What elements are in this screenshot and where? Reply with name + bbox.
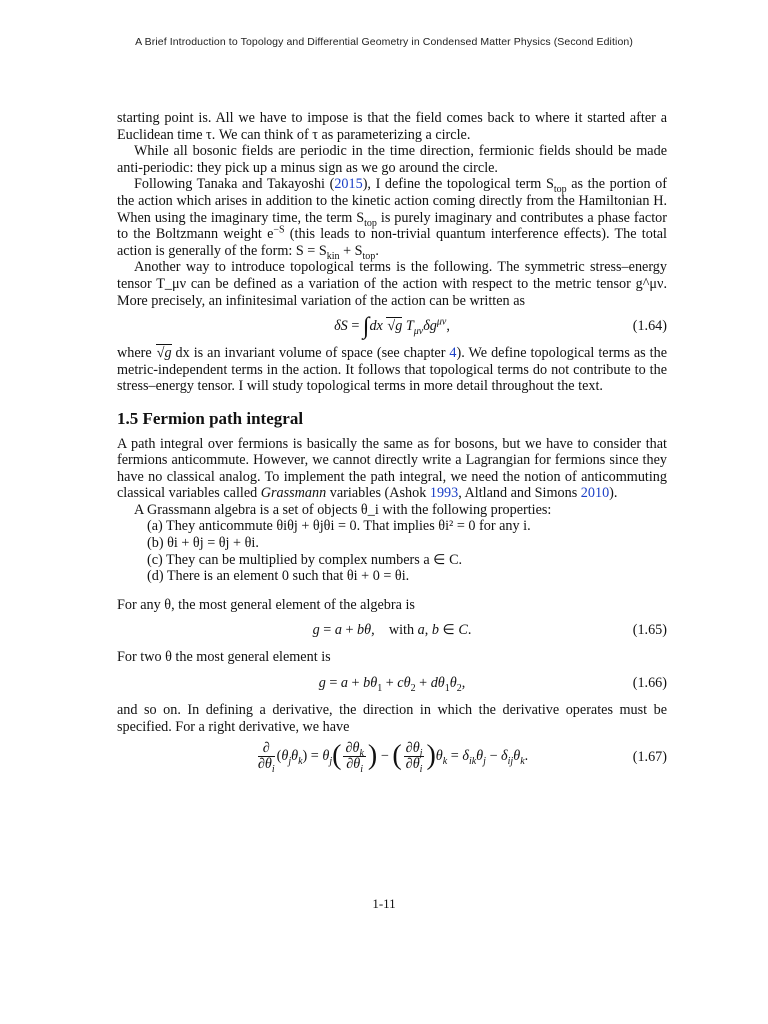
paragraph: While all bosonic fields are periodic in the time direction, fermionic fields should be made anti-periodic: they pick up a minus sign as we go around the circle.	[117, 143, 667, 176]
property-list	[147, 518, 667, 584]
equation-number: (1.67)	[632, 749, 667, 766]
paragraph: Another way to introduce topological terms is the following. The symmetric stress–energy tensor T_μν can be defined as a variation of the action with respect to the metric tensor g^μν. More precisely, an infinitesimal variation of the action can be written as	[117, 259, 667, 309]
equation-number: (1.65)	[632, 622, 667, 639]
equation-1-65	[117, 613, 667, 649]
list-item: (d) There is an element 0 such that θi + 0 = θi.	[147, 568, 410, 585]
equation-body: g = a + bθ, with a, b ∈ C.	[312, 622, 472, 639]
citation-link[interactable]: 4	[449, 345, 457, 362]
citation-link[interactable]: 2010	[580, 485, 610, 502]
page-number: 1-11	[372, 896, 396, 911]
list-item: (c) They can be multiplied by complex numbers a ∈ C.	[147, 551, 463, 568]
citation-link[interactable]: 1993	[429, 485, 459, 502]
equation-1-66	[117, 666, 667, 702]
section-heading: 1.5 Fermion path integral	[117, 408, 304, 428]
page-body	[117, 110, 667, 787]
equation-1-67	[117, 735, 667, 787]
paragraph: A path integral over fermions is basically the same as for bosons, but we have to consider that fermions anticommute. However, we cannot directly write a Lagrangian for fermions since they have no classical analog. To implement the path integral, we need the notion of anticommuting classical variables called Grassmann variables (Ashok 1993, Altland and Simons 2010).	[117, 435, 667, 502]
paragraph: Following Tanaka and Takayoshi (2015), I define the topological term $S_{top}$ as the portion of the action which arises in addition to the kinetic action coming directly from the Hamiltonian H. When using the imaginary time, the term $S_{top}$ is purely imaginary and contributes a phase factor to the Boltzmann weight $e^{-S}$ (this leads to non-trivial quantum interference effects). The total action is generally of the form: $S = S_{kin} + S_{top}$.	[117, 176, 668, 262]
running-header: A Brief Introduction to Topology and Differential Geometry in Condensed Matter Physics (Second Edition)	[135, 36, 633, 48]
equation-1-64	[117, 309, 667, 345]
paragraph: and so on. In defining a derivative, the direction in which the derivative operates must be specified. For a right derivative, we have	[117, 702, 667, 735]
paragraph: For any θ, the most general element of the algebra is	[117, 596, 415, 613]
citation-link[interactable]: 2015	[334, 176, 363, 193]
equation-body: $g = a + b\theta_1 + c\theta_2 + d\theta_1\theta_2$,	[318, 675, 466, 694]
equation-number: (1.66)	[632, 675, 667, 692]
paragraph: A Grassmann algebra is a set of objects θ_i with the following properties:	[134, 501, 552, 518]
paragraph: where √g dx is an invariant volume of space (see chapter 4). We define topological terms as the metric-independent terms in the action. It follows that topological terms do not contribute to the stress–energy tensor. I will study topological terms in more detail throughout the text.	[117, 345, 667, 395]
list-item: (a) They anticommute θiθj + θjθi = 0. That implies θi² = 0 for any i.	[147, 518, 531, 535]
equation-body: δS = ∫dx √g $T_{\mu\nu}\delta g^{\mu\nu}$,	[334, 313, 450, 340]
equation-number: (1.64)	[632, 318, 667, 335]
paragraph: starting point is. All we have to impose is that the field comes back to where it started after a Euclidean time τ. We can think of τ as parameterizing a circle.	[117, 110, 667, 143]
paragraph: For two θ the most general element is	[117, 649, 331, 666]
equation-body: $\frac{\partial}{\partial\theta_i}$ $(\theta_j\theta_k) = \theta_j$( $\frac{\partial\theta_k}{\partial\theta_i}$ ) − ( $\frac{\partial\theta_j}{\partial\theta_i}$ )$\theta_k = \delta_{ik}\theta_j - \delta_{ij}\theta_k$.	[257, 740, 529, 776]
list-item: (b) θi + θj = θj + θi.	[147, 535, 259, 552]
